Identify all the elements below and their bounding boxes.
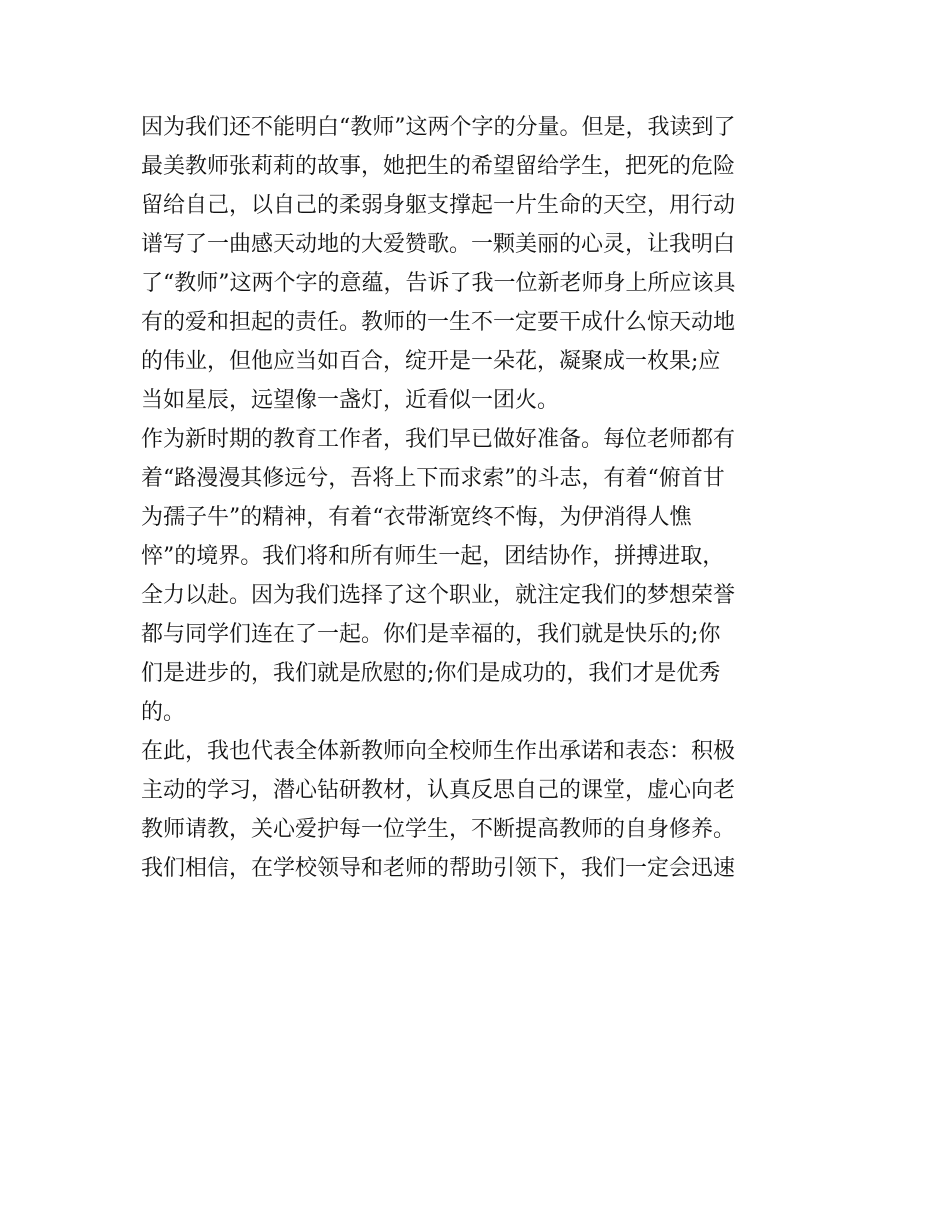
text-line: 们是进步的，我们就是欣慰的;你们是成功的，我们才是优秀 [141, 661, 721, 686]
body-text [141, 108, 813, 888]
text-line: 主动的学习，潜心钻研教材，认真反思自己的课堂，虚心向老 [141, 778, 736, 803]
text-line: 了“教师”这两个字的意蕴，告诉了我一位新老师身上所应该具 [141, 271, 736, 296]
text-line: 因为我们还不能明白“教师”这两个字的分量。但是，我读到了 [141, 115, 736, 140]
text-line: 着“路漫漫其修远兮，吾将上下而求索”的斗志，有着“俯首甘 [141, 466, 725, 491]
text-line: 的。 [141, 700, 186, 725]
text-line: 谱写了一曲感天动地的大爱赞歌。一颗美丽的心灵，让我明白 [141, 232, 736, 257]
text-line: 的伟业，但他应当如百合，绽开是一朵花，凝聚成一枚果;应 [141, 349, 721, 374]
text-line: 为孺子牛”的精神，有着“衣带渐宽终不悔，为伊消得人憔 [141, 505, 692, 530]
text-line: 作为新时期的教育工作者，我们早已做好准备。每位老师都有 [141, 427, 736, 452]
text-line: 全力以赴。因为我们选择了这个职业，就注定我们的梦想荣誉 [141, 583, 736, 608]
text-line: 在此，我也代表全体新教师向全校师生作出承诺和表态：积极 [141, 739, 736, 764]
text-line: 最美教师张莉莉的故事，她把生的希望留给学生，把死的危险 [141, 154, 736, 179]
text-line: 留给自己，以自己的柔弱身躯支撑起一片生命的天空，用行动 [141, 193, 736, 218]
text-line: 教师请教，关心爱护每一位学生，不断提高教师的自身修养。 [141, 817, 736, 842]
text-line: 有的爱和担起的责任。教师的一生不一定要干成什么惊天动地 [141, 310, 736, 335]
text-line: 我们相信，在学校领导和老师的帮助引领下，我们一定会迅速 [141, 856, 736, 881]
text-line: 悴”的境界。我们将和所有师生一起，团结协作，拼搏进取， [141, 544, 725, 569]
text-line: 都与同学们连在了一起。你们是幸福的，我们就是快乐的;你 [141, 622, 721, 647]
text-line: 当如星辰，远望像一盏灯，近看似一团火。 [141, 388, 560, 413]
